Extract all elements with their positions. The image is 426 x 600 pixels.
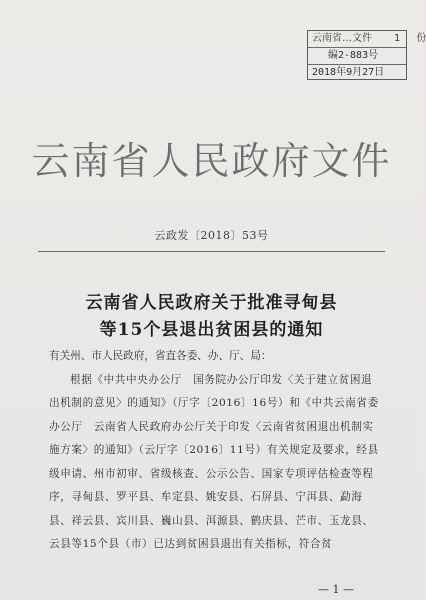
- stamp-count: 1: [394, 33, 401, 44]
- stamp-serial-number: 编2-883号: [328, 50, 379, 61]
- document-body: [49, 345, 379, 557]
- header-divider: [38, 251, 385, 252]
- stamp-received-date: 2018年9月27日: [312, 67, 385, 78]
- page-number: — 1 —: [318, 583, 354, 596]
- addressee-line: 有关州、市人民政府，省直各委、办、厅、局：: [49, 350, 272, 362]
- stamp-unit: 份: [416, 33, 426, 44]
- receipt-stamp: [307, 30, 426, 80]
- stamp-row-source: [308, 31, 426, 48]
- stamp-row-date: [308, 65, 406, 81]
- document-title-line-2: 等15个县退出贫困县的通知: [99, 320, 324, 340]
- stamp-source-text: 云南省…文件: [312, 33, 372, 44]
- stamp-row-number: [308, 48, 406, 65]
- document-title-line-1: 云南省人民政府关于批准寻甸县: [85, 293, 338, 313]
- body-paragraph: [49, 369, 379, 557]
- document-number: 云政发〔2018〕53号: [154, 229, 269, 242]
- body-paragraph-text: 根据《中共中央办公厅 国务院办公厅印发〈关于建立贫困退出机制的意见〉的通知》（厅字〔2016〕16号）和《中共云南省委办公厅 云南省人民政府办公厅关于印发〈云南省贫困退出机制实施方案〉的通知》（云厅字〔2016〕11号）有关规定及要求，经县级申请、州市初审、省级核查、公示公告、国家专项评估检查等程序，寻甸县、罗平县、牟定县、姚安县、石屏县、宁洱县、勐海县、祥云县、宾川县、巍山县、洱源县、鹤庆县、芒市、玉龙县、云县等15个县（市）已达到贫困县退出有关指标，符合贫: [49, 373, 379, 550]
- document-masthead: 云南省人民政府文件: [31, 139, 392, 183]
